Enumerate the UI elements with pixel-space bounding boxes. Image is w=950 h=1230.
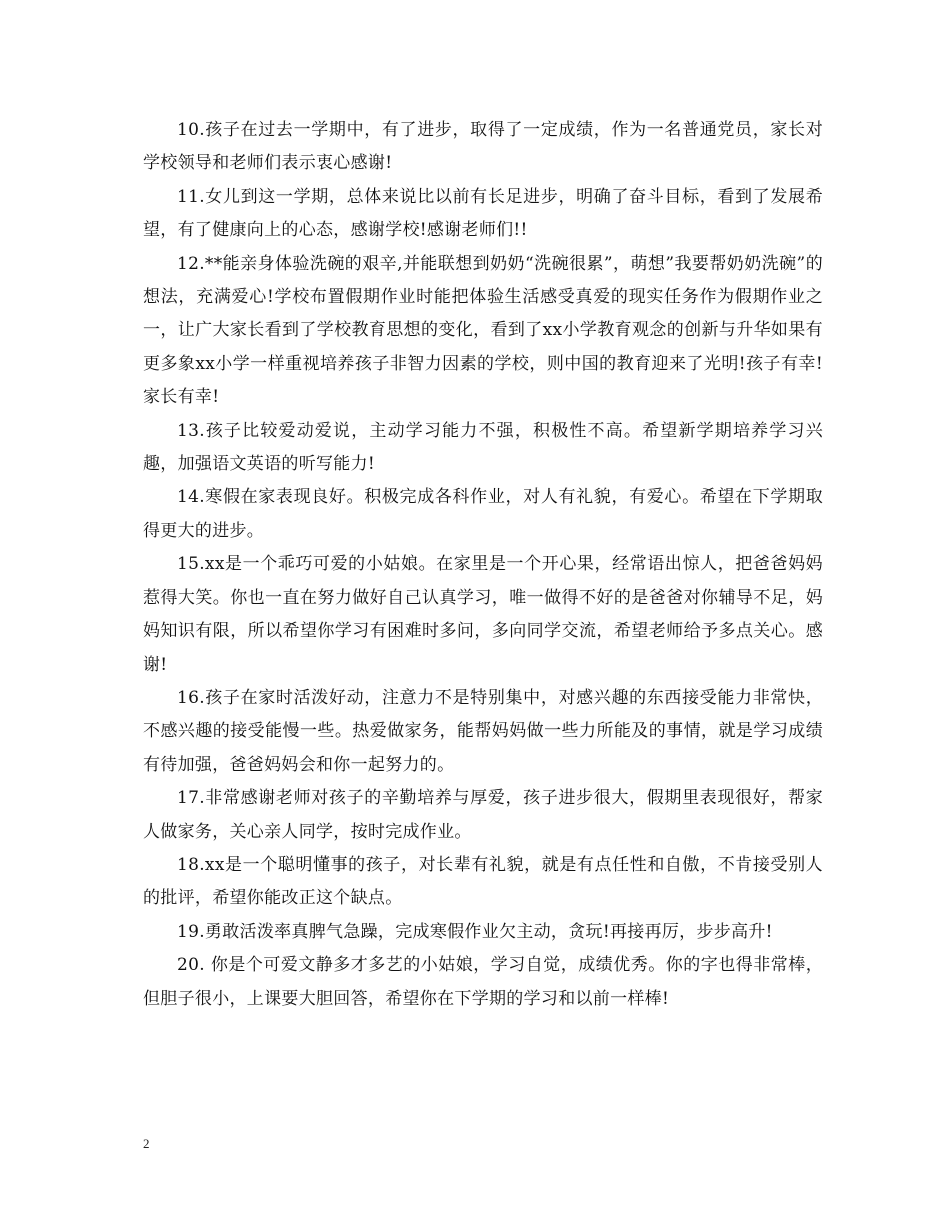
paragraph-12: 12.**能亲身体验洗碗的艰辛,并能联想到奶奶“洗碗很累”，萌想”我要帮奶奶洗碗”的想法，充满爱心!学校布置假期作业时能把体验生活感受真爱的现实任务作为假期作业之一，让广大家长看到了学校教育思想的变化，看到了xx小学教育观念的创新与升华如果有更多象xx小学一样重视培养孩子非智力因素的学校，则中国的教育迎来了光明!孩子有幸!家长有幸!	[143, 253, 823, 408]
paragraph-11: 11.女儿到这一学期，总体来说比以前有长足进步，明确了奋斗目标，看到了发展希望，有了健康向上的心态，感谢学校!感谢老师们!!	[143, 186, 823, 241]
paragraph-13: 13.孩子比较爱动爱说，主动学习能力不强，积极性不高。希望新学期培养学习兴趣，加强语文英语的听写能力!	[143, 420, 823, 475]
paragraph-18: 18.xx是一个聪明懂事的孩子，对长辈有礼貌，就是有点任性和自傲，不肯接受别人的批评，希望你能改正这个缺点。	[143, 854, 823, 909]
paragraph-15: 15.xx是一个乖巧可爱的小姑娘。在家里是一个开心果，经常语出惊人，把爸爸妈妈惹得大笑。你也一直在努力做好自己认真学习，唯一做得不好的是爸爸对你辅导不足，妈妈知识有限，所以希望你学习有困难时多问，多向同学交流，希望老师给予多点关心。感谢!	[143, 554, 823, 675]
paragraph-10: 10.孩子在过去一学期中，有了进步，取得了一定成绩，作为一名普通党员，家长对学校领导和老师们表示衷心感谢!	[143, 120, 823, 174]
paragraph-19: 19.勇敢活泼率真脾气急躁，完成寒假作业欠主动，贪玩!再接再厉，步步高升!	[177, 921, 773, 942]
paragraph-16: 16.孩子在家时活泼好动，注意力不是特别集中，对感兴趣的东西接受能力非常快，不感兴趣的接受能慢一些。热爱做家务，能帮妈妈做一些力所能及的事情，就是学习成绩有待加强，爸爸妈妈会和你一起努力的。	[143, 687, 823, 775]
paragraph-14: 14.寒假在家表现良好。积极完成各科作业，对人有礼貌，有爱心。希望在下学期取得更大的进步。	[143, 487, 823, 541]
document-body	[143, 114, 823, 1016]
page-number: 2	[143, 1136, 150, 1151]
paragraph-20: 20. 你是个可爱文静多才多艺的小姑娘，学习自觉，成绩优秀。你的字也得非常棒，但胆子很小，上课要大胆回答，希望你在下学期的学习和以前一样棒!	[143, 955, 823, 1009]
paragraph-17: 17.非常感谢老师对孩子的辛勤培养与厚爱，孩子进步很大，假期里表现很好，帮家人做家务，关心亲人同学，按时完成作业。	[143, 788, 823, 842]
